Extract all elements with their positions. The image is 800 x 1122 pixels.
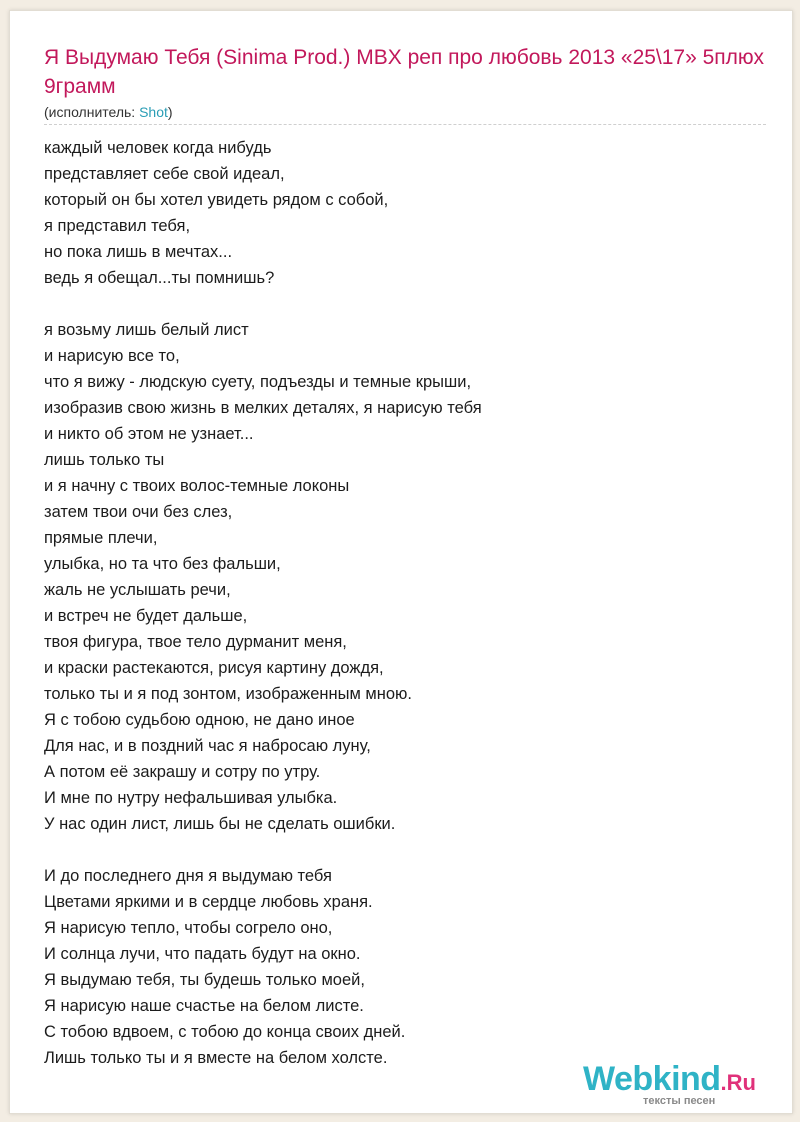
- lyric-line: Я нарисую наше счастье на белом листе.: [44, 997, 364, 1015]
- artist-line: [44, 104, 173, 120]
- logo-main-text: Webkind: [583, 1060, 721, 1098]
- artist-close: ): [167, 104, 173, 120]
- lyric-line: каждый человек когда нибудь: [44, 139, 272, 157]
- page-title: Я Выдумаю Тебя (Sinima Prod.) MBX реп про любовь 2013 «25\17» 5плюх 9грамм: [44, 46, 764, 98]
- lyric-line: Я с тобою судьбою одною, не дано иное: [44, 711, 355, 729]
- lyric-line: ведь я обещал...ты помнишь?: [44, 269, 275, 287]
- lyric-line: Я нарисую тепло, чтобы согрело оно,: [44, 919, 333, 937]
- lyric-line: жаль не услышать речи,: [44, 581, 231, 599]
- site-logo: [583, 1060, 756, 1107]
- lyric-line: я представил тебя,: [44, 217, 191, 235]
- lyric-line: лишь только ты: [44, 451, 165, 469]
- lyric-line: и краски растекаются, рисуя картину дождя,: [44, 659, 384, 677]
- logo-subtitle: тексты песен: [643, 1095, 716, 1107]
- lyric-line: твоя фигура, твое тело дурманит меня,: [44, 633, 347, 651]
- lyric-line: представляет себе свой идеал,: [44, 165, 285, 183]
- lyric-line: что я вижу - людскую суету, подъезды и темные крыши,: [44, 373, 472, 391]
- lyric-line: я возьму лишь белый лист: [44, 321, 249, 339]
- lyric-line: Я выдумаю тебя, ты будешь только моей,: [44, 971, 365, 989]
- lyric-line: А потом её закрашу и сотру по утру.: [44, 763, 321, 781]
- divider: [44, 124, 766, 125]
- lyric-line: и нарисую все то,: [44, 347, 180, 365]
- logo-tld-text: .Ru: [720, 1070, 756, 1095]
- lyric-line: С тобою вдвоем, с тобою до конца своих дней.: [44, 1023, 406, 1041]
- lyric-line: Лишь только ты и я вместе на белом холсте.: [44, 1049, 388, 1067]
- stanza: [44, 317, 774, 837]
- lyrics-text: [44, 135, 774, 1097]
- lyric-line: и встреч не будет дальше,: [44, 607, 248, 625]
- lyric-line: прямые плечи,: [44, 529, 158, 547]
- lyric-line: И мне по нутру нефальшивая улыбка.: [44, 789, 338, 807]
- lyric-line: У нас один лист, лишь бы не сделать ошибки.: [44, 815, 396, 833]
- lyric-line: И солнца лучи, что падать будут на окно.: [44, 945, 361, 963]
- lyric-line: затем твои очи без слез,: [44, 503, 233, 521]
- lyric-line: И до последнего дня я выдумаю тебя: [44, 867, 332, 885]
- artist-label: (исполнитель:: [44, 104, 140, 120]
- lyric-line: изобразив свою жизнь в мелких деталях, я нарисую тебя: [44, 399, 482, 417]
- lyric-line: Цветами яркими и в сердце любовь храня.: [44, 893, 373, 911]
- lyric-line: и никто об этом не узнает...: [44, 425, 254, 443]
- lyric-line: Для нас, и в поздний час я набросаю луну,: [44, 737, 371, 755]
- lyric-line: улыбка, но та что без фальши,: [44, 555, 281, 573]
- stanza: [44, 135, 774, 291]
- lyric-line: и я начну с твоих волос-темные локоны: [44, 477, 350, 495]
- stanza: [44, 863, 774, 1071]
- lyric-line: который он бы хотел увидеть рядом с собой,: [44, 191, 389, 209]
- lyric-line: но пока лишь в мечтах...: [44, 243, 233, 261]
- artist-link[interactable]: Shot: [139, 104, 168, 120]
- lyric-line: только ты и я под зонтом, изображенным мною.: [44, 685, 412, 703]
- lyrics-page: [9, 10, 793, 1114]
